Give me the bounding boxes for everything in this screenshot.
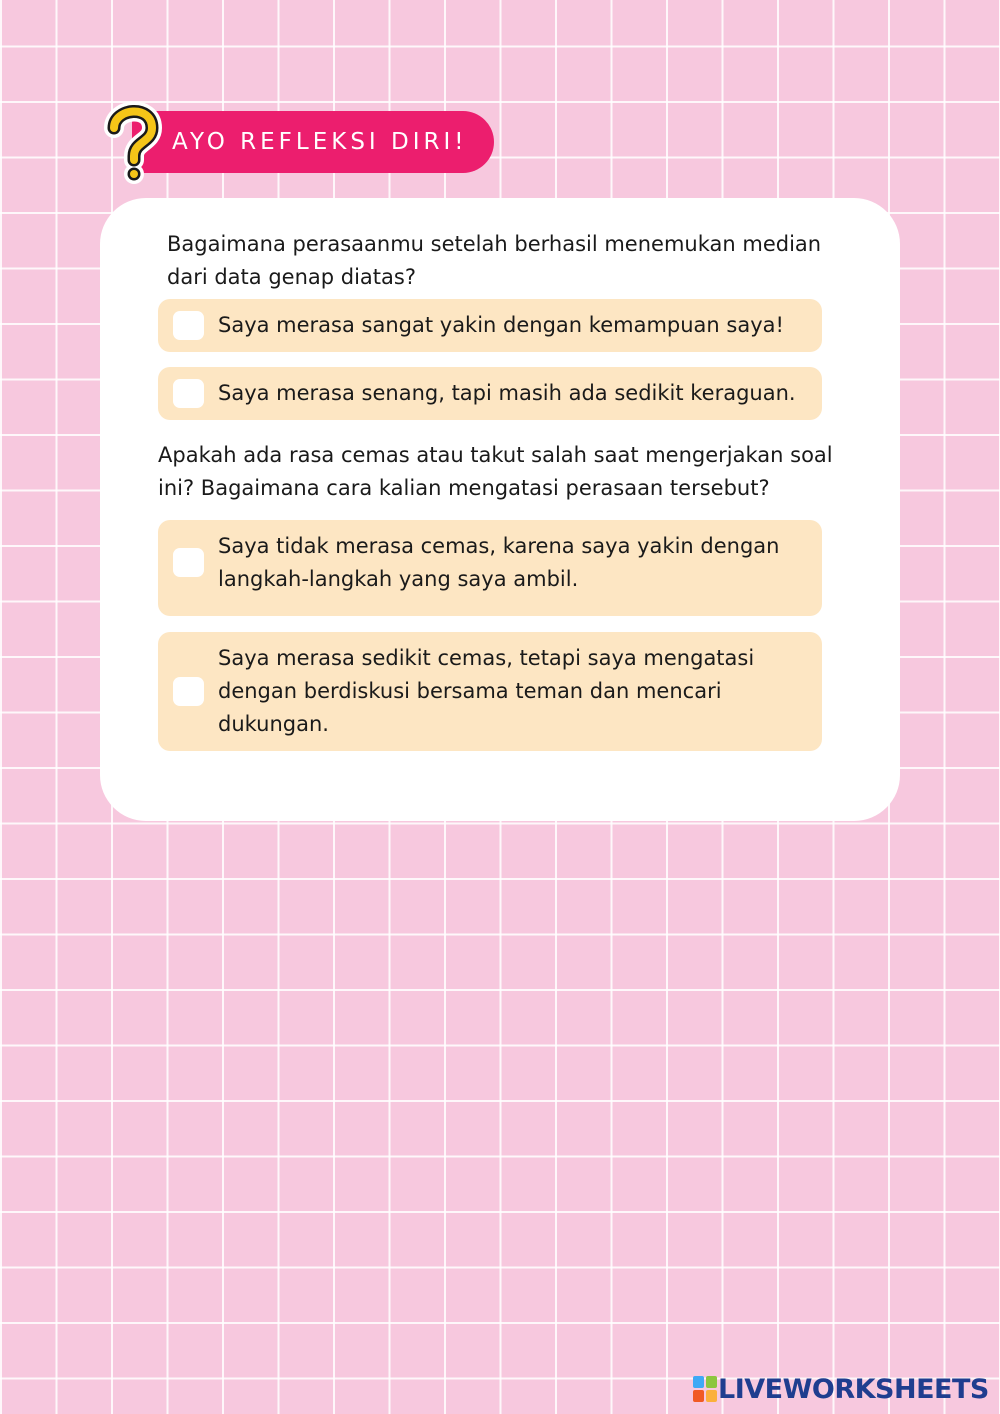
option-label: Saya merasa sedikit cemas, tetapi saya mengatasi dengan berdiskusi bersama teman dan mencari dukungan. (218, 646, 755, 736)
question-2-text: Apakah ada rasa cemas atau takut salah saat mengerjakan soal ini? Bagaimana cara kalian mengatasi perasaan tersebut? (158, 443, 833, 500)
header-title: AYO REFLEKSI DIRI! (172, 129, 468, 155)
checkbox[interactable] (173, 379, 204, 408)
option-label: Saya tidak merasa cemas, karena saya yakin dengan langkah-langkah yang saya ambil. (218, 534, 780, 591)
checkbox[interactable] (173, 677, 204, 706)
liveworksheets-brand (693, 1372, 993, 1408)
header-banner (132, 111, 494, 173)
checkbox[interactable] (173, 311, 204, 340)
liveworksheets-logo-icon (693, 1376, 717, 1402)
section-header (104, 100, 494, 184)
question-1-text: Bagaimana perasaanmu setelah berhasil menemukan median dari data genap diatas? (167, 232, 822, 289)
question-mark-icon (104, 100, 162, 184)
option-q2-1[interactable] (158, 520, 822, 616)
option-label: Saya merasa sangat yakin dengan kemampuan saya! (218, 313, 784, 337)
option-label: Saya merasa senang, tapi masih ada sedikit keraguan. (218, 381, 796, 405)
brand-text: LIVEWORKSHEETS (718, 1374, 989, 1405)
option-q1-2[interactable] (158, 367, 822, 420)
option-q1-1[interactable] (158, 299, 822, 352)
checkbox[interactable] (173, 548, 204, 577)
option-q2-2[interactable] (158, 632, 822, 751)
